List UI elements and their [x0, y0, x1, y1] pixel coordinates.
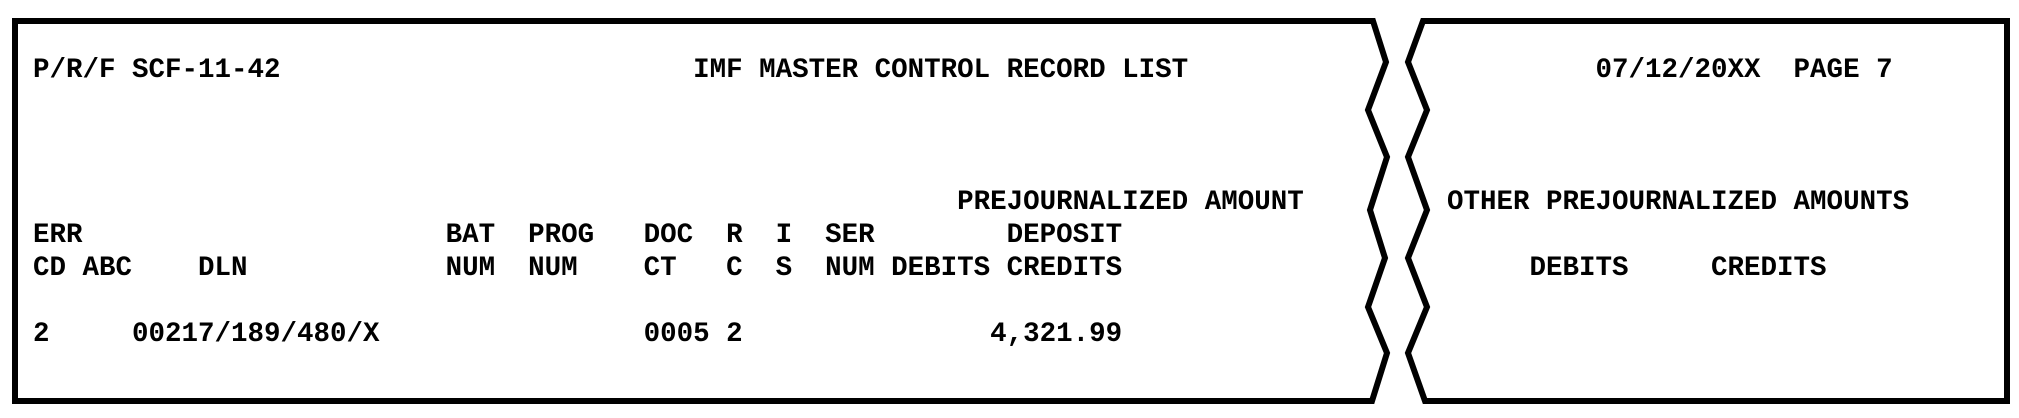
left-data-row: 2 00217/189/480/X 0005 2 4,321.99: [33, 319, 1123, 350]
blank-line: [1447, 153, 1909, 186]
blank-line: [33, 120, 1304, 153]
blank-line: [33, 285, 1304, 318]
right-amount-header-line: OTHER PREJOURNALIZED AMOUNTS: [1447, 187, 1910, 218]
blank-line: [1447, 285, 1909, 318]
blank-line: [1447, 219, 1909, 252]
blank-line: [33, 87, 1304, 120]
left-column-header-line-2: CD ABC DLN NUM NUM CT C S NUM DEBITS CREDITS: [33, 253, 1123, 284]
right-date-page-line: 07/12/20XX PAGE 7: [1447, 55, 1893, 86]
left-panel-text: [33, 54, 1304, 351]
blank-line: [33, 153, 1304, 186]
right-panel-text: [1447, 54, 1909, 351]
blank-line: [1447, 120, 1909, 153]
left-title-line: P/R/F SCF-11-42 IMF MASTER CONTROL RECORD LIST: [33, 55, 1189, 86]
left-column-header-line-1: ERR BAT PROG DOC R I SER DEPOSIT: [33, 220, 1123, 251]
right-data-row: [1447, 318, 1909, 351]
right-column-header-line: DEBITS CREDITS: [1447, 253, 1827, 284]
blank-line: [1447, 87, 1909, 120]
left-amount-header-line: PREJOURNALIZED AMOUNT: [33, 187, 1304, 218]
